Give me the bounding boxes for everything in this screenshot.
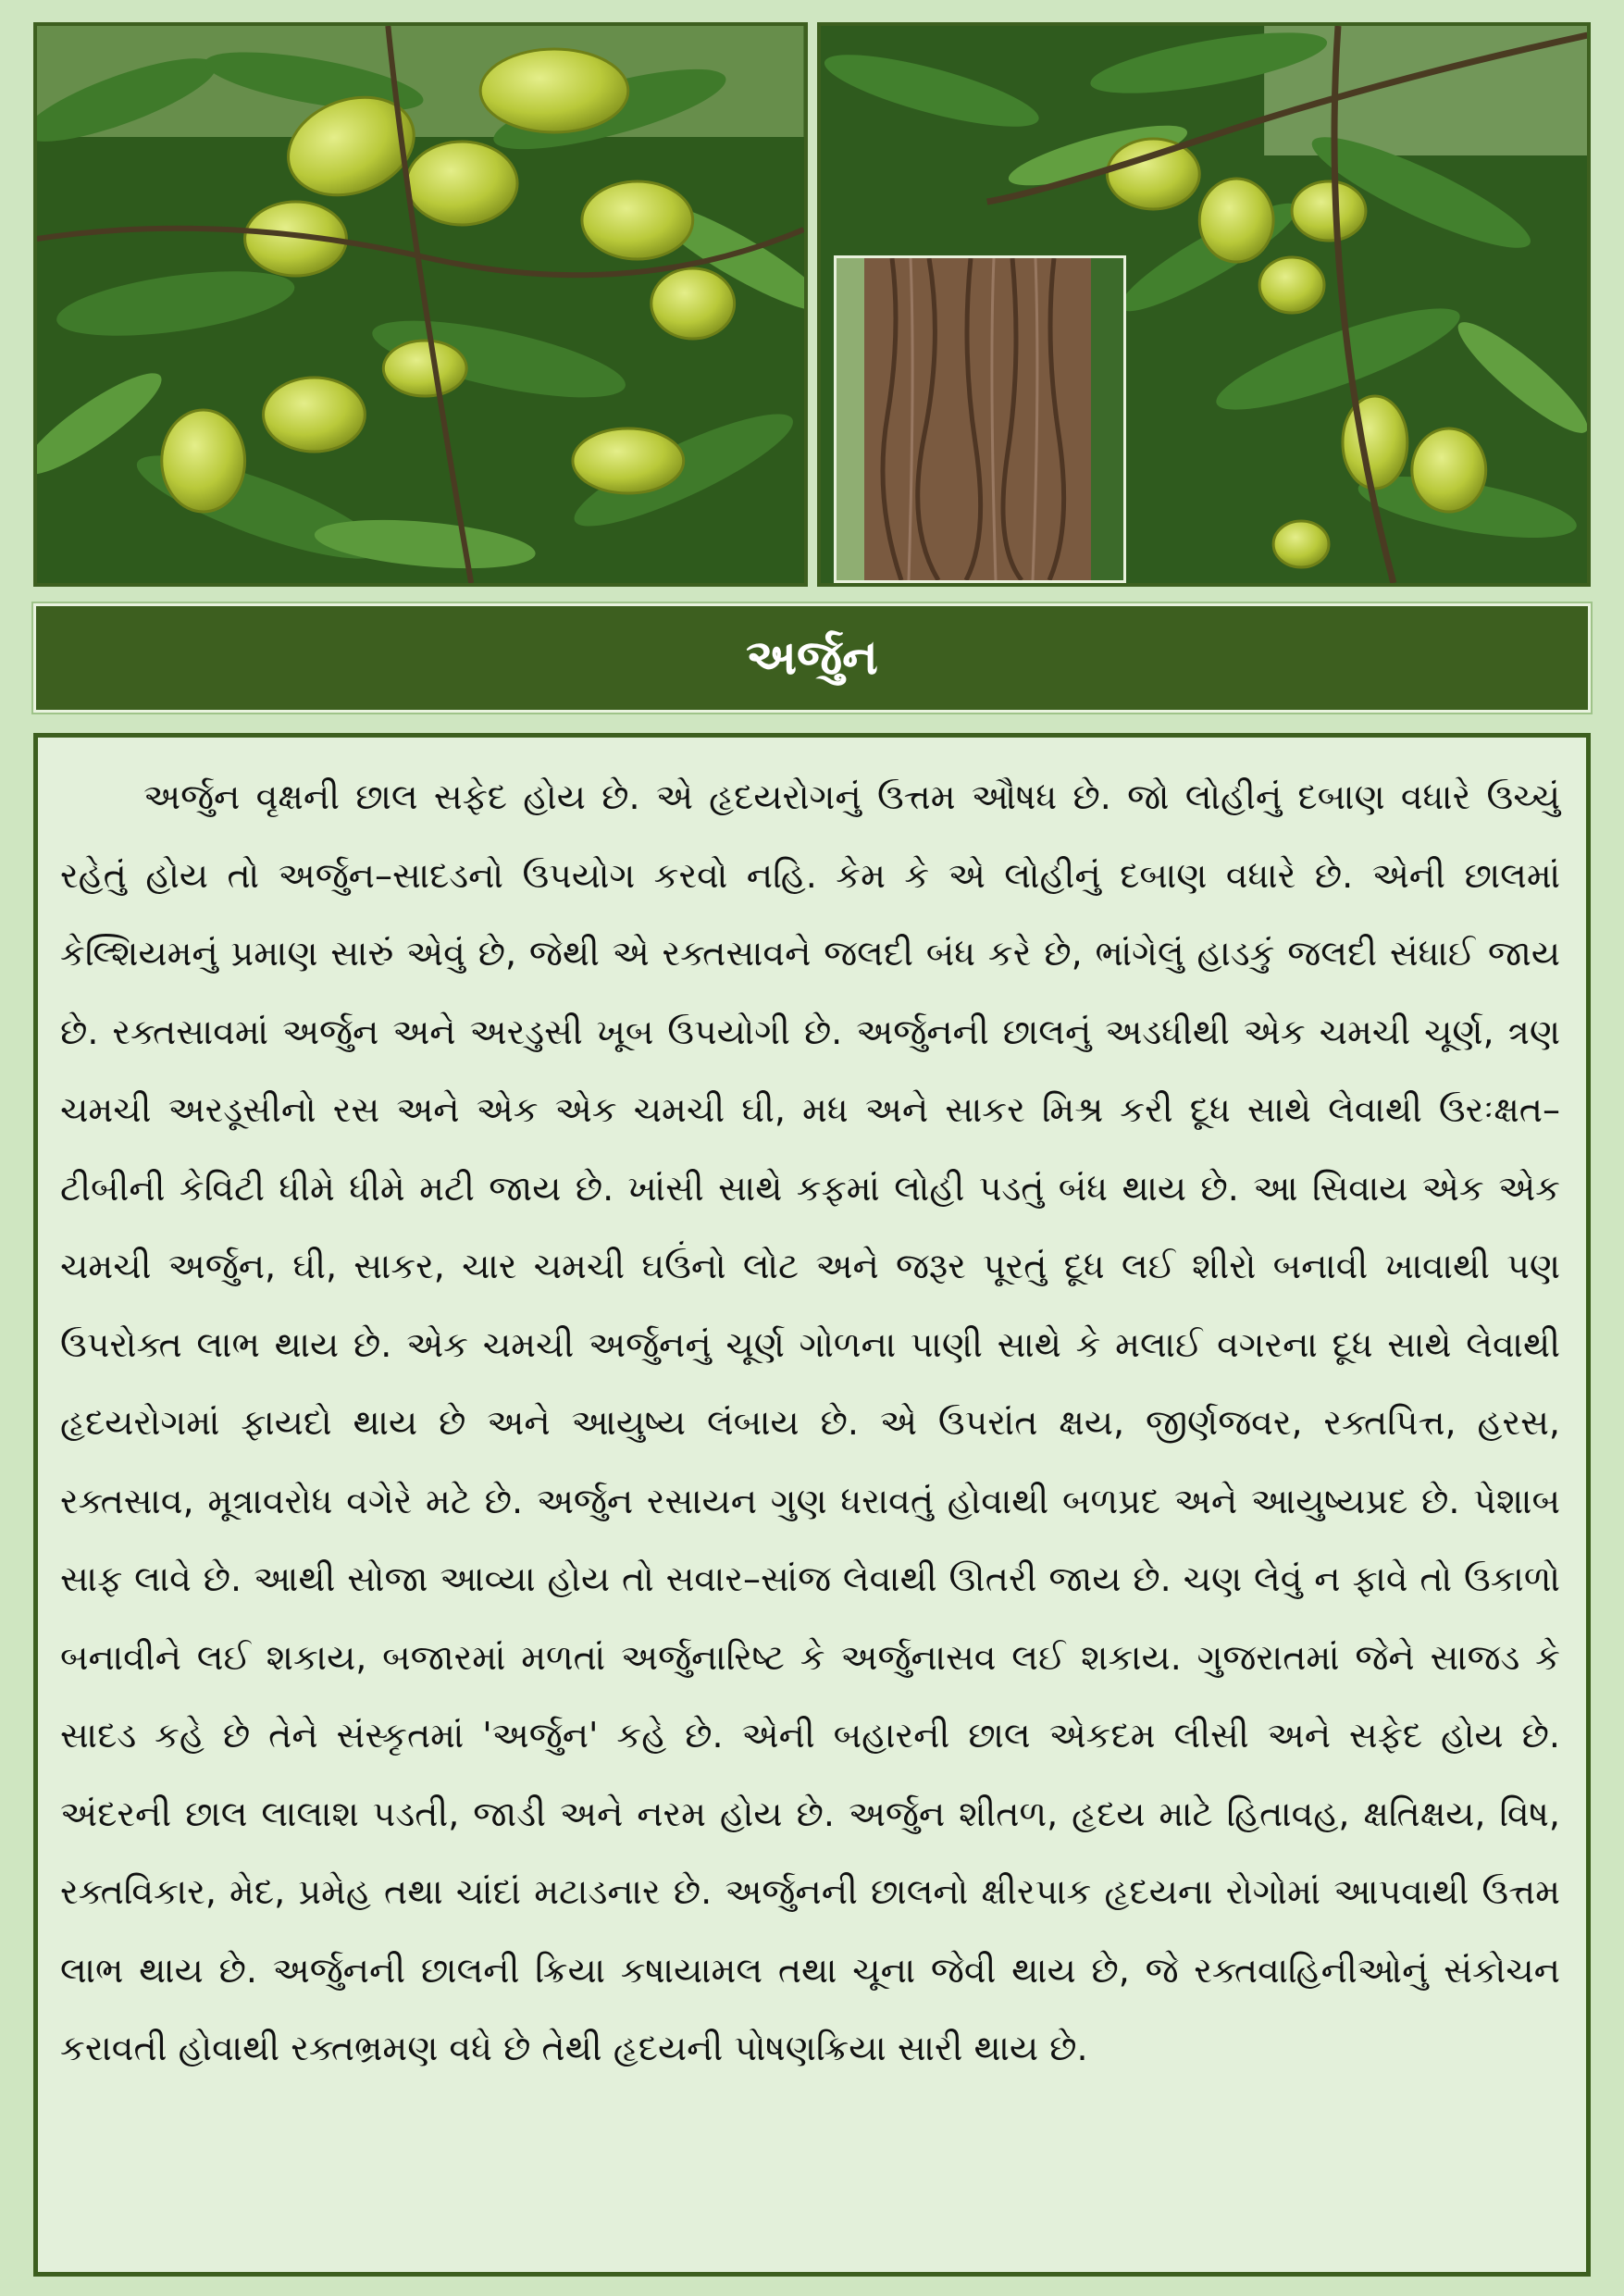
body-paragraph: અર્જુન વૃક્ષની છાલ સફેદ હોય છે. એ હૃદયરોગનું ઉત્તમ ઔષધ છે. જો લોહીનું દબાણ વધારે ઉચ્ચું રહેતું હોય તો અર્જુન–સાદડનો ઉપયોગ કરવો નહિ. કેમ કે એ લોહીનું દબાણ વધારે છે. એની છાલમાં કેલ્શિયમનું પ્રમાણ સારું એવું છે, જેથી એ રક્તસાવને જલદી બંધ કરે છે, ભાંગેલું હાડકું જલદી સંધાઈ જાય છે. રક્તસાવમાં અર્જુન અને અરડુસી ખૂબ ઉપયોગી છે. અર્જુનની છાલનું અડધીથી એક ચમચી ચૂર્ણ, ત્રણ ચમચી અરડૂસીનો રસ અને એક એક ચમચી ઘી, મધ અને સાકર મિશ્ર કરી દૂધ સાથે લેવાથી ઉરઃક્ષત–ટીબીની કેવિટી ધીમે ધીમે મટી જાય છે. ખાંસી સાથે કફમાં લોહી પડતું બંધ થાય છે. આ સિવાય એક એક ચમચી અર્જુન, ઘી, સાકર, ચાર ચમચી ઘઉંનો લોટ અને જરૂર પૂરતું દૂધ લઈ શીરો બનાવી ખાવાથી પણ ઉપરોક્ત લાભ થાય છે. એક ચમચી અર્જુનનું ચૂર્ણ ગોળના પાણી સાથે કે મલાઈ વગરના દૂધ સાથે લેવાથી હૃદયરોગમાં ફાયદો થાય છે અને આયુષ્ય લંબાય છે. એ ઉપરાંત ક્ષય, જીર્ણજવર, રક્તપિત્ત, હરસ, રક્તસાવ, મૂત્રાવરોધ વગેરે મટે છે. અર્જુન રસાયન ગુણ ધરાવતું હોવાથી બળપ્રદ અને આયુષ્યપ્રદ છે. પેશાબ સાફ લાવે છે. આથી સોજા આવ્યા હોય તો સવાર–સાંજ લેવાથી ઊતરી જાય છે. ચણ લેવું ન ફાવે તો ઉકાળો બનાવીને લઈ શકાય, બજારમાં મળતાં અર્જુનારિષ્ટ કે અર્જુનાસવ લઈ શકાય. ગુજરાતમાં જેને સાજડ કે સાદડ કહે છે તેને સંસ્કૃતમાં 'અર્જુન' કહે છે. એની બહારની છાલ એકદમ લીસી અને સફેદ હોય છે. અંદરની છાલ લાલાશ પડતી, જાડી અને નરમ હોય છે. અર્જુન શીતળ, હૃદય માટે હિતાવહ, ક્ષતિક્ષય, વિષ, રક્તવિકાર, મેદ, પ્રમેહ તથા ચાંદાં મટાડનાર છે. અર્જુનની છાલનો ક્ષીરપાક હૃદયના રોગોમાં આપવાથી ઉત્તમ લાભ થાય છે. અર્જુનની છાલની ક્રિયા કષાયામલ તથા ચૂના જેવી થાય છે, જે રક્તવાહિનીઓનું સંકોચન કરાવતી હોવાથી રક્તભ્રમણ વધે છે તેથી હૃદયની પોષણક્રિયા સારી થાય છે. bbox=[60, 776, 1560, 2068]
fruit-photo-left-image bbox=[37, 26, 804, 583]
body-text-box bbox=[33, 733, 1591, 2277]
page-title: અર્જુન bbox=[746, 629, 878, 686]
photo-strip bbox=[33, 22, 1591, 587]
bark-inset-image bbox=[837, 258, 1123, 580]
fruit-photo-left bbox=[33, 22, 808, 587]
fruit-photo-right bbox=[817, 22, 1592, 587]
title-bar bbox=[33, 603, 1591, 713]
bark-inset-photo bbox=[834, 255, 1126, 583]
